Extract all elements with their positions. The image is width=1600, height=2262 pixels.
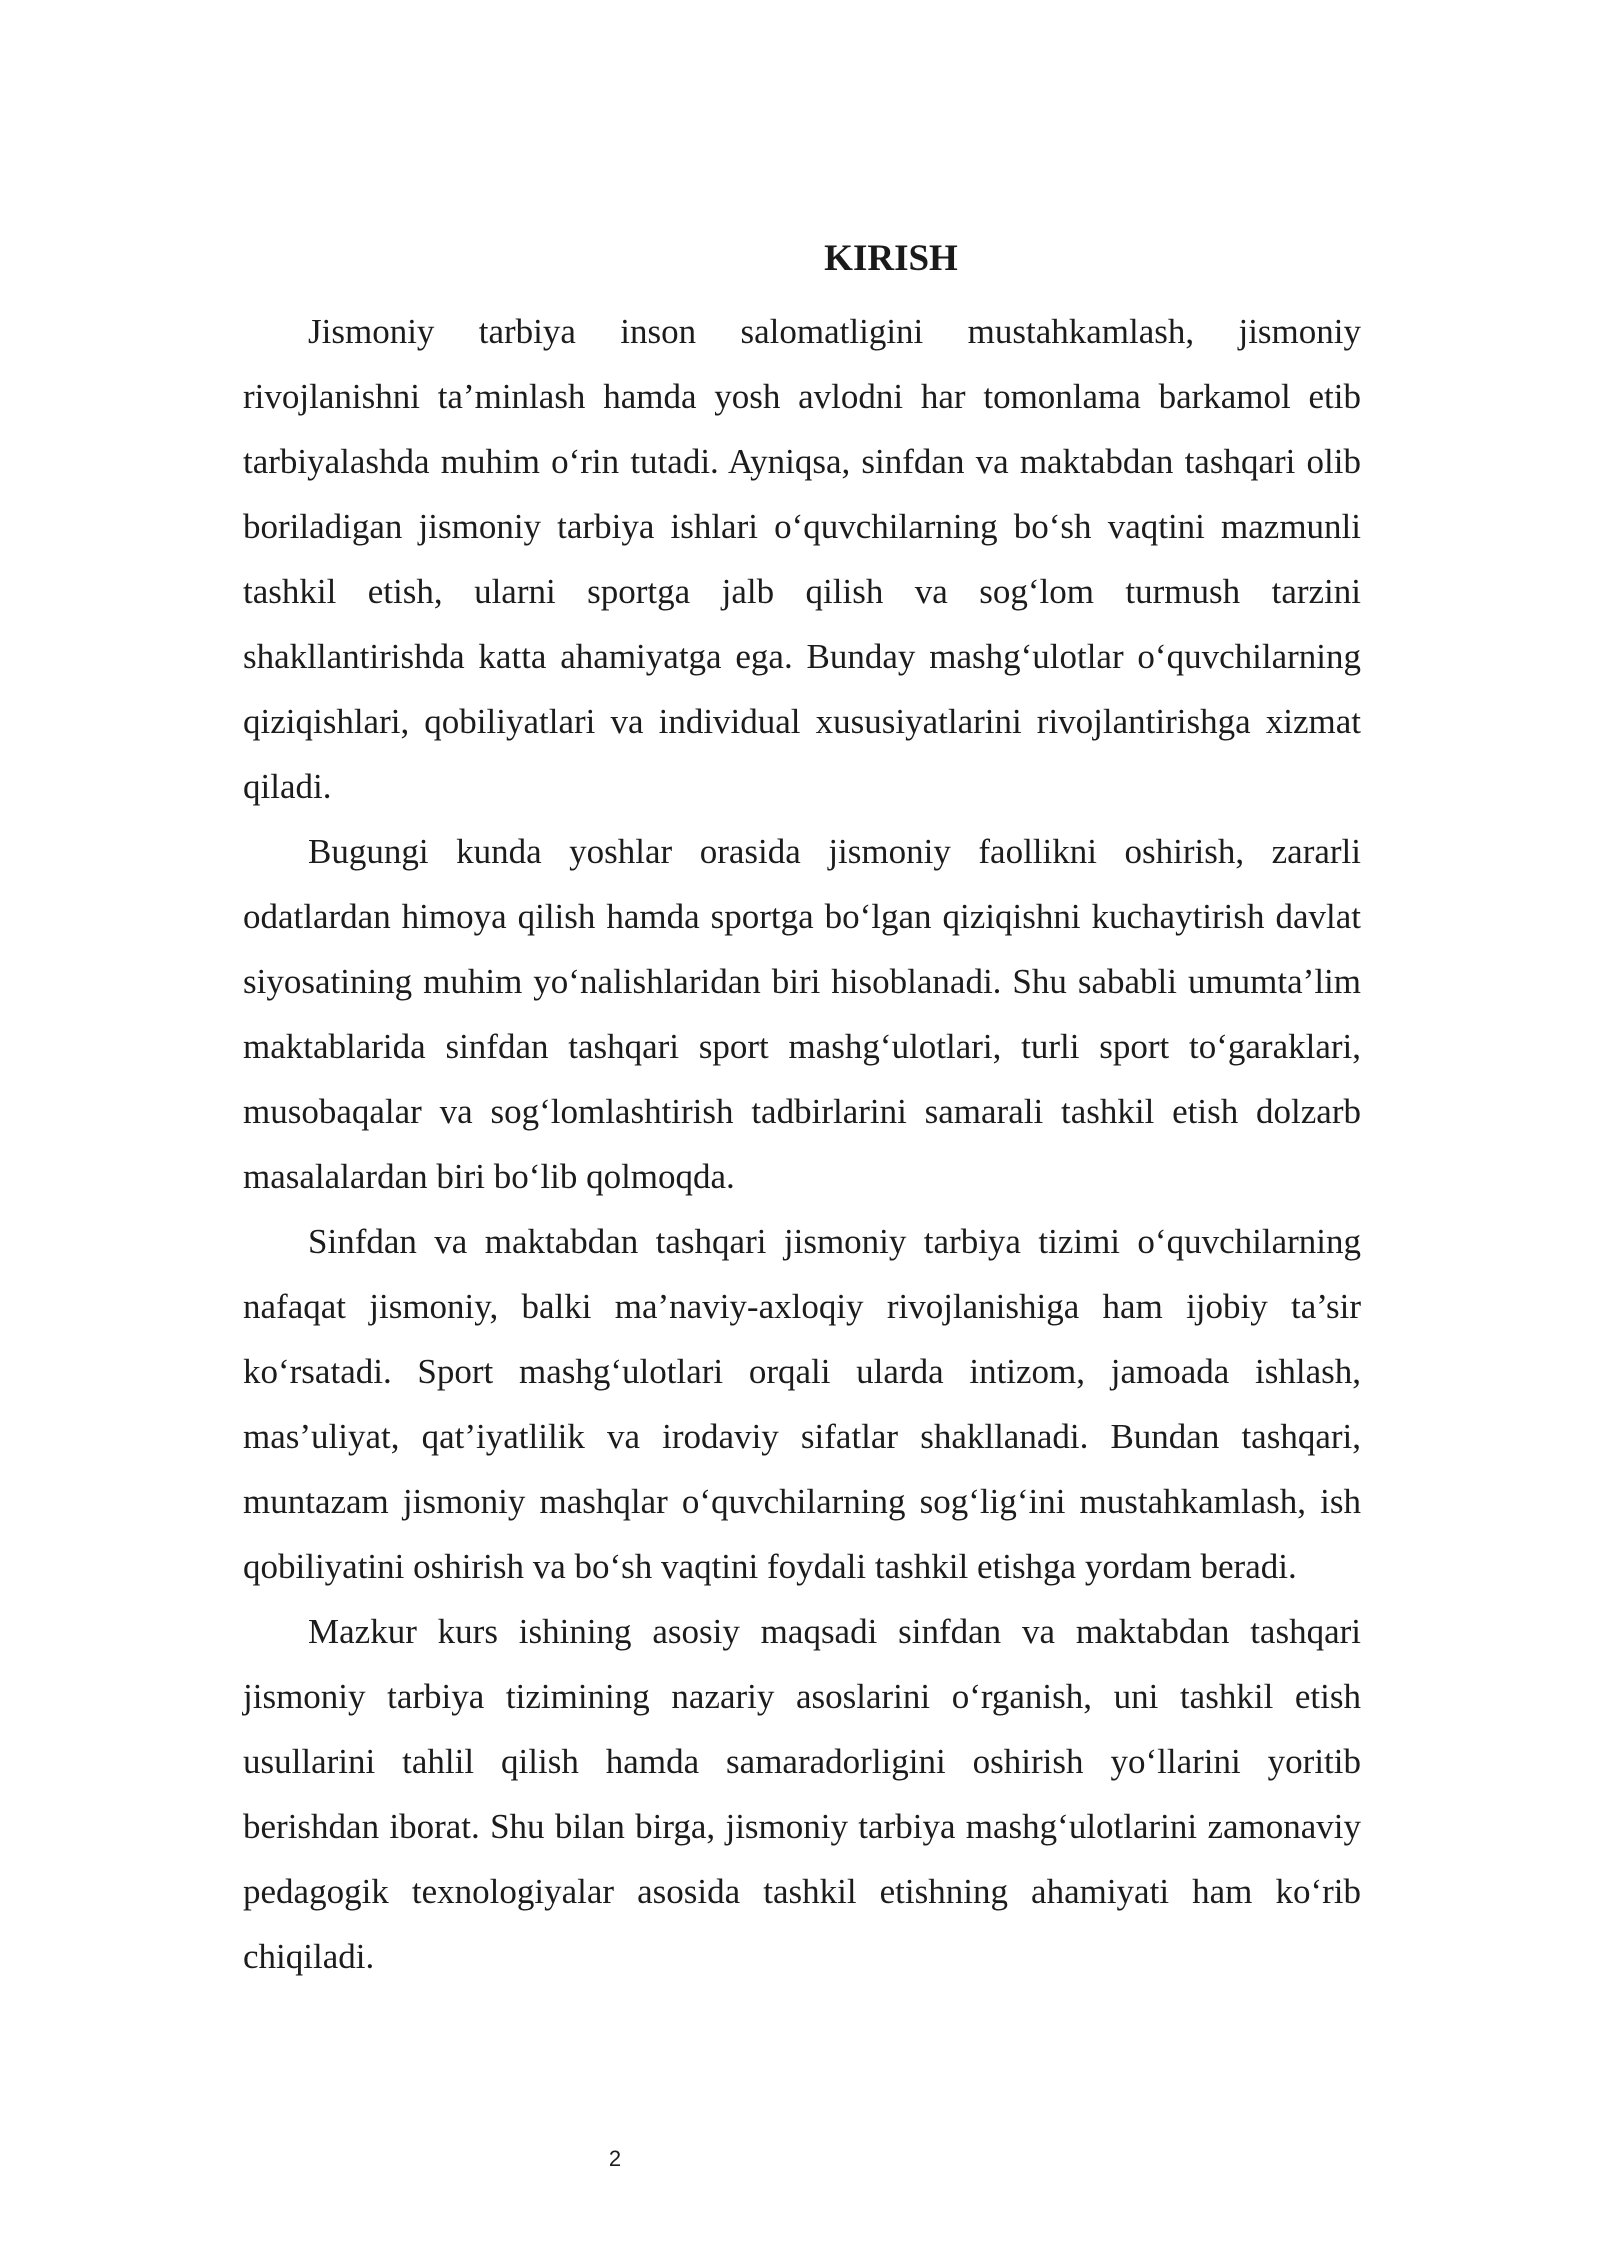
paragraph-2: Bugungi kunda yoshlar orasida jismoniy faollikni oshirish, zararli odatlardan himoya qilish hamda sportga bo‘lgan qiziqishni kuchaytirish davlat siyosatining muhim yo‘nalishlaridan biri hisoblanadi. Shu sababli umumta’lim maktablarida sinfdan tashqari sport mashg‘ulotlari, turli sport to‘garaklari, musobaqalar va sog‘lomlashtirish tadbirlarini samarali tashkil etish dolzarb masalalardan biri bo‘lib qolmoqda. bbox=[243, 832, 1361, 1196]
page-number: 2 bbox=[608, 2146, 622, 2171]
paragraph-1: Jismoniy tarbiya inson salomatligini mustahkamlash, jismoniy rivojlanishni ta’minlash hamda yosh avlodni har tomonlama barkamol etib tarbiyalashda muhim o‘rin tutadi. Ayniqsa, sinfdan va maktabdan tashqari olib boriladigan jismoniy tarbiya ishlari o‘quvchilarning bo‘sh vaqtini mazmunli tashkil etish, ularni sportga jalb qilish va sog‘lom turmush tarzini shakllantirishda katta ahamiyatga ega. Bunday mashg‘ulotlar o‘quvchilarning qiziqishlari, qobiliyatlari va individual xususiyatlarini rivojlantirishga xizmat qiladi. bbox=[243, 312, 1361, 806]
paragraph-3: Sinfdan va maktabdan tashqari jismoniy tarbiya tizimi o‘quvchilarning nafaqat jismoniy, balki ma’naviy-axloqiy rivojlanishiga ham ijobiy ta’sir ko‘rsatadi. Sport mashg‘ulotlari orqali ularda intizom, jamoada ishlash, mas’uliyat, qat’iyatlilik va irodaviy sifatlar shakllanadi. Bundan tashqari, muntazam jismoniy mashqlar o‘quvchilarning sog‘lig‘ini mustahkamlash, ish qobiliyatini oshirish va bo‘sh vaqtini foydali tashkil etishga yordam beradi. bbox=[243, 1222, 1361, 1586]
paragraph-4: Mazkur kurs ishining asosiy maqsadi sinfdan va maktabdan tashqari jismoniy tarbiya tizimining nazariy asoslarini o‘rganish, uni tashkil etish usullarini tahlil qilish hamda samaradorligini oshirish yo‘llarini yoritib berishdan iborat. Shu bilan birga, jismoniy tarbiya mashg‘ulotlarini zamonaviy pedagogik texnologiyalar asosida tashkil etishning ahamiyati ham ko‘rib chiqiladi. bbox=[243, 1612, 1361, 1976]
body-text bbox=[243, 299, 1361, 1989]
section-heading: KIRISH bbox=[824, 238, 958, 279]
